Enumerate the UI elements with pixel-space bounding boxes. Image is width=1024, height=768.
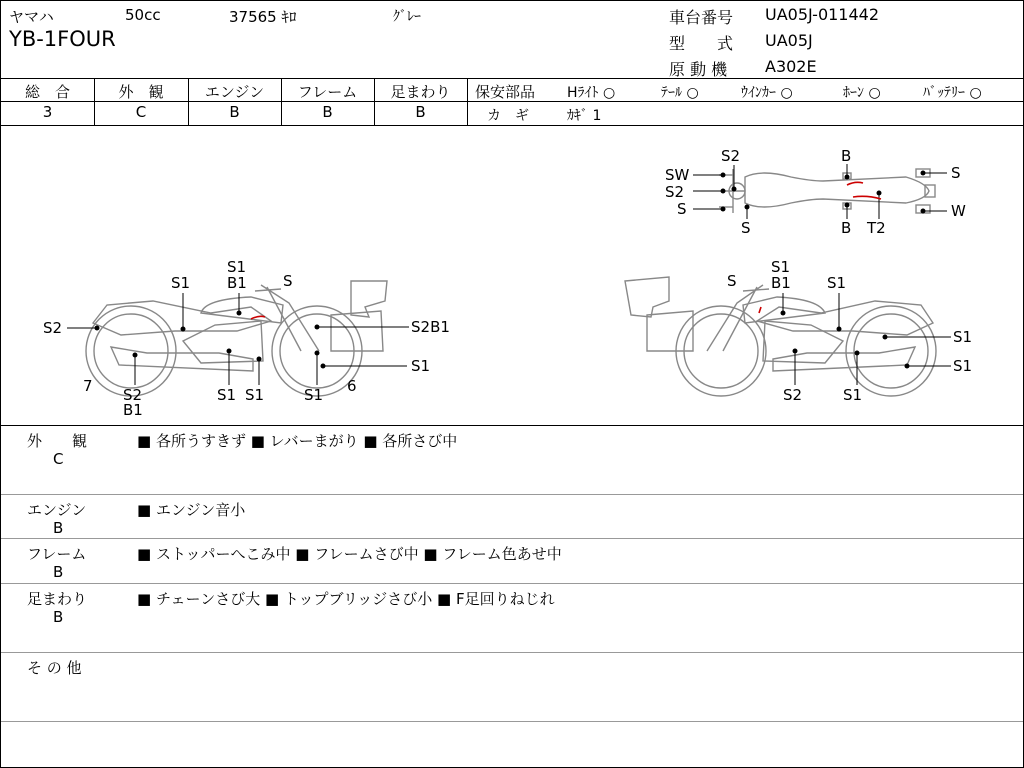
diagram-label: S1: [217, 386, 237, 404]
diagram-label: 7: [83, 377, 93, 395]
type-value: UA05J: [765, 31, 813, 50]
safety-tail: ﾃｰﾙ ○: [661, 85, 699, 101]
remark-row-suspension: [1, 584, 1023, 652]
diagram-label: S1: [227, 258, 247, 276]
engine-label: 原 動 機: [669, 60, 728, 79]
grade-header-exterior: 外 観: [118, 83, 164, 101]
remark-grade: B: [53, 608, 64, 626]
diagram-label: SW: [665, 166, 690, 184]
diagram-label: B: [841, 219, 852, 237]
frame-no-label: 車台番号: [669, 8, 734, 27]
diagram-label: W: [951, 202, 966, 220]
grade-header-overall: 総 合: [24, 83, 70, 101]
damage-diagram: [1, 126, 1023, 426]
diagram-label: B1: [227, 274, 247, 292]
safety-headlight: Hﾗｲﾄ ○: [567, 85, 616, 101]
left-side-view-icon: [86, 281, 387, 396]
grade-suspension: B: [415, 103, 426, 121]
diagram-label: S1: [304, 386, 324, 404]
diagram-label: S1: [953, 357, 973, 375]
diagram-label: S: [283, 272, 293, 290]
key-label: カ ギ: [487, 108, 529, 124]
model-name: YB-1FOUR: [9, 27, 116, 51]
grade-header-suspension: 足まわり: [390, 83, 451, 101]
diagram-label: S: [741, 219, 751, 237]
grade-header-engine: エンジン: [204, 83, 265, 101]
remark-items: ■ 各所うすきず ■ レバーまがり ■ 各所さび中: [137, 432, 458, 450]
remark-row-other: [1, 653, 1023, 721]
safety-battery: ﾊﾞｯﾃﾘｰ ○: [923, 85, 982, 101]
remark-items: ■ エンジン音小: [137, 501, 246, 519]
diagram-label: S2: [721, 147, 741, 165]
remark-grade: B: [53, 519, 64, 537]
engine-value: A302E: [765, 57, 817, 76]
grade-engine: B: [229, 103, 240, 121]
diagram-label: S1: [771, 258, 791, 276]
maker: ヤマハ: [9, 8, 54, 26]
remark-category: 足まわり: [27, 590, 88, 608]
diagram-label: T2: [867, 219, 886, 237]
color: ｸﾞﾚｰ: [393, 9, 421, 25]
diagram-label: S2: [665, 183, 685, 201]
displacement: 50cc: [125, 6, 161, 24]
diagram-label: S2: [123, 386, 143, 404]
safety-horn: ﾎｰﾝ ○: [843, 85, 881, 101]
remark-category: 外 観: [27, 432, 88, 450]
diagram-label: S2B1: [411, 318, 450, 336]
diagram-label: B1: [771, 274, 791, 292]
safety-winker: ｳｲﾝｶｰ ○: [741, 85, 793, 101]
diagram-label: S1: [843, 386, 863, 404]
remark-category: フレーム: [27, 545, 87, 563]
diagram-label: S1: [245, 386, 265, 404]
grade-frame: B: [322, 103, 333, 121]
diagram-label: S1: [827, 274, 847, 292]
remark-grade: B: [53, 563, 64, 581]
diagram-label: S: [677, 200, 687, 218]
diagram-label: S1: [171, 274, 191, 292]
remark-items: ■ チェーンさび大 ■ トップブリッジさび小 ■ F足回りねじれ: [137, 590, 555, 608]
remark-row-frame: [1, 539, 1023, 583]
remark-category: そ の 他: [27, 659, 82, 677]
remark-items: ■ ストッパーへこみ中 ■ フレームさび中 ■ フレーム色あせ中: [137, 545, 562, 563]
diagram-label: B: [841, 147, 852, 165]
divider: [1, 721, 1023, 722]
diagram-label: B1: [123, 401, 143, 419]
grade-exterior: C: [135, 103, 147, 121]
top-view-icon: [719, 169, 935, 213]
diagram-label: S2: [783, 386, 803, 404]
diagram-label: 6: [347, 377, 357, 395]
frame-no: UA05J-011442: [765, 5, 880, 24]
divider: [1, 78, 1023, 79]
key-value: ｶｷﾞ 1: [567, 108, 602, 124]
mileage: 37565 ｷﾛ: [229, 8, 297, 26]
remark-grade: C: [53, 450, 64, 468]
remark-row-engine: [1, 495, 1023, 537]
grade-overall: 3: [42, 103, 53, 121]
diagram-label: S1: [411, 357, 431, 375]
remark-category: エンジン: [27, 501, 87, 519]
type-label: 型 式: [669, 34, 734, 53]
diagram-label: S: [951, 164, 961, 182]
safety-label: 保安部品: [475, 83, 536, 101]
diagram-label: S: [727, 272, 737, 290]
grade-header-frame: フレーム: [297, 83, 358, 101]
diagram-label: S2: [43, 319, 63, 337]
remark-row-exterior: [1, 426, 1023, 494]
diagram-label: S1: [953, 328, 973, 346]
